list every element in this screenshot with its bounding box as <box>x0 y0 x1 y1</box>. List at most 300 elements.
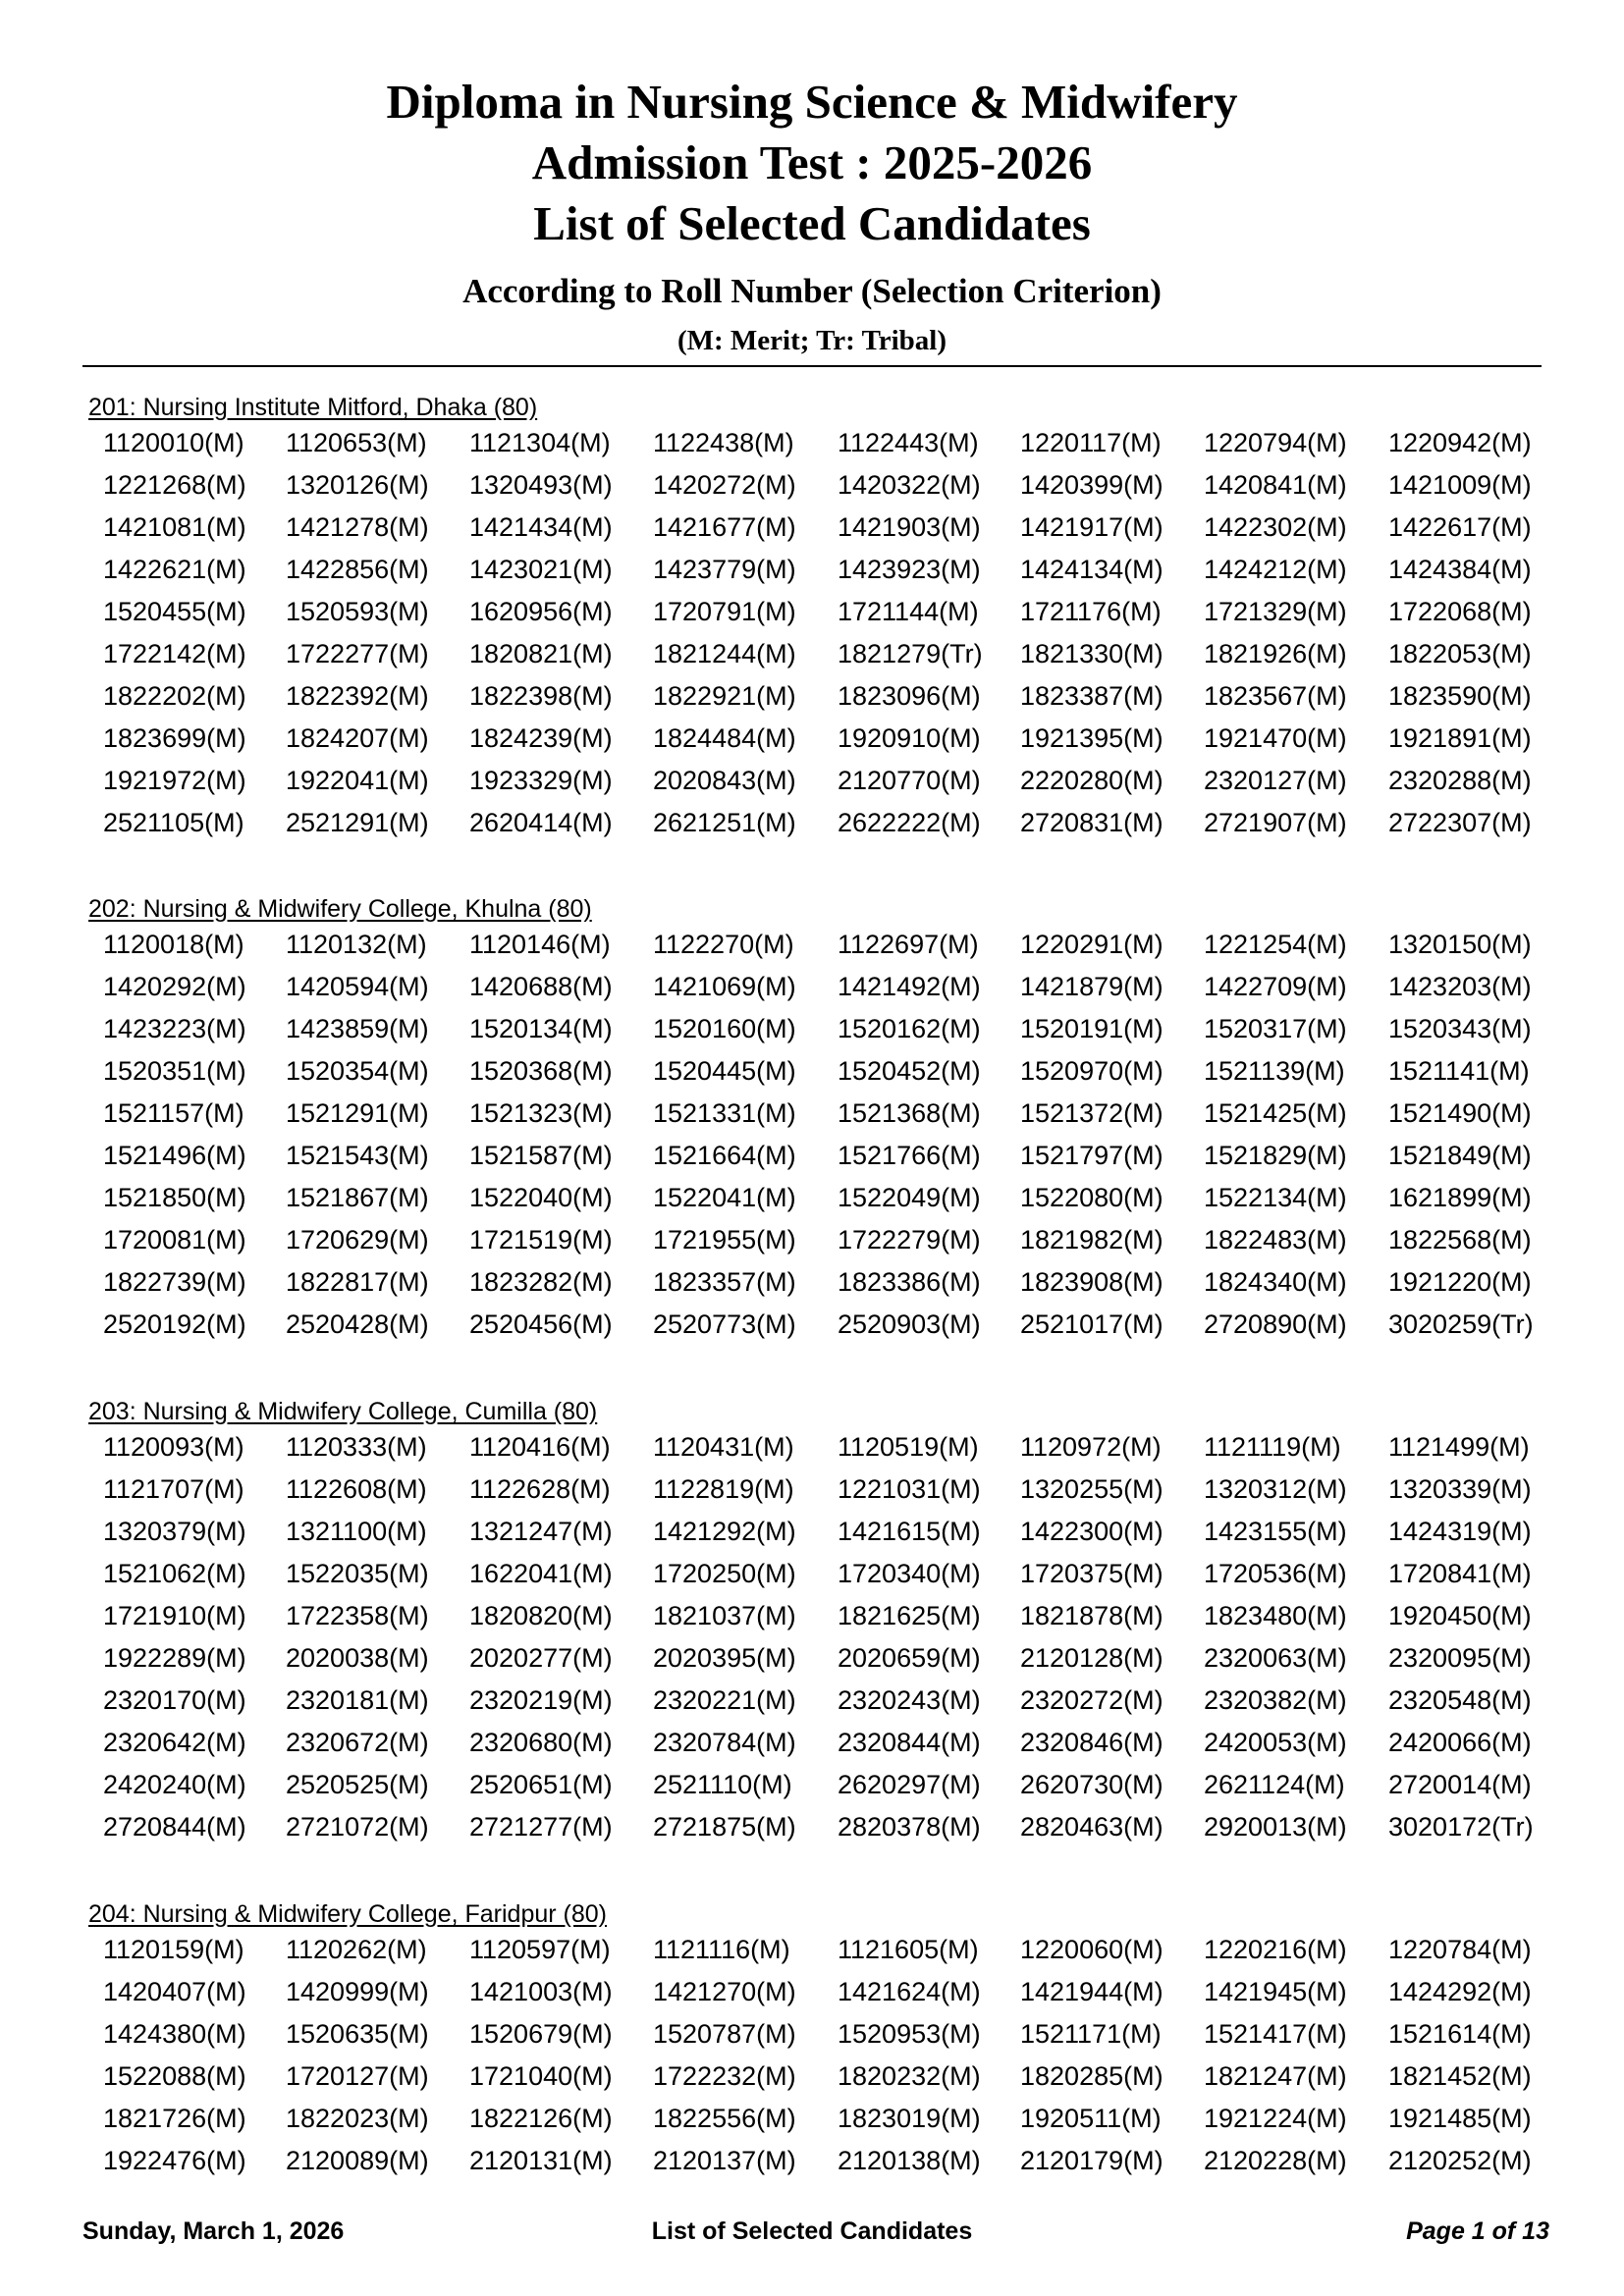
roll-number: 1822126(M) <box>469 2104 613 2133</box>
roll-number: 1521417(M) <box>1204 2019 1347 2049</box>
roll-number: 1421917(M) <box>1020 512 1164 542</box>
roll-number: 3020172(Tr) <box>1388 1812 1534 1842</box>
roll-number: 1122697(M) <box>838 930 979 959</box>
roll-number: 1122438(M) <box>653 428 794 457</box>
roll-number: 1420594(M) <box>286 972 429 1001</box>
roll-number: 1320312(M) <box>1204 1474 1347 1504</box>
roll-number: 1820232(M) <box>838 2061 981 2091</box>
roll-row <box>88 507 1542 549</box>
roll-number: 1122443(M) <box>838 428 979 457</box>
roll-number: 1421677(M) <box>653 512 796 542</box>
roll-number: 1422709(M) <box>1204 972 1347 1001</box>
roll-number: 1521331(M) <box>653 1098 796 1128</box>
roll-number: 1921220(M) <box>1388 1267 1532 1297</box>
roll-number: 1521157(M) <box>103 1098 244 1128</box>
roll-number: 2320784(M) <box>653 1728 796 1757</box>
roll-number: 1520970(M) <box>1020 1056 1164 1086</box>
roll-number: 1521614(M) <box>1388 2019 1532 2049</box>
roll-number: 1720127(M) <box>286 2061 429 2091</box>
roll-number: 2920013(M) <box>1204 1812 1347 1842</box>
roll-number: 1522080(M) <box>1020 1183 1164 1212</box>
roll-number: 1120972(M) <box>1020 1432 1162 1462</box>
roll-number: 2320095(M) <box>1388 1643 1532 1673</box>
roll-number: 2520651(M) <box>469 1770 613 1799</box>
roll-number: 1122270(M) <box>653 930 794 959</box>
roll-number: 1422300(M) <box>1020 1517 1164 1546</box>
roll-number: 2320844(M) <box>838 1728 981 1757</box>
roll-number: 1422856(M) <box>286 555 429 584</box>
roll-number: 2521110(M) <box>653 1770 792 1799</box>
subtitle: According to Roll Number (Selection Criterion) <box>462 272 1162 310</box>
roll-number: 1423203(M) <box>1388 972 1532 1001</box>
roll-number: 1120010(M) <box>103 428 244 457</box>
roll-number: 1521587(M) <box>469 1141 613 1170</box>
roll-number: 1821452(M) <box>1388 2061 1532 2091</box>
roll-number: 1721329(M) <box>1204 597 1347 626</box>
roll-number: 1122628(M) <box>469 1474 611 1504</box>
roll-number: 1921470(M) <box>1204 723 1347 753</box>
roll-row <box>88 966 1542 1008</box>
roll-row <box>88 1637 1542 1680</box>
roll-number: 1720536(M) <box>1204 1559 1347 1588</box>
roll-number: 1821878(M) <box>1020 1601 1164 1630</box>
roll-row <box>88 1680 1542 1722</box>
roll-number: 2520428(M) <box>286 1309 429 1339</box>
roll-number: 1424212(M) <box>1204 555 1347 584</box>
roll-number: 1420322(M) <box>838 470 981 500</box>
title-line-3: List of Selected Candidates <box>533 196 1091 250</box>
roll-number: 1521850(M) <box>103 1183 246 1212</box>
roll-number: 1120333(M) <box>286 1432 427 1462</box>
roll-number: 2520456(M) <box>469 1309 613 1339</box>
roll-number: 1823282(M) <box>469 1267 613 1297</box>
roll-number: 1120146(M) <box>469 930 611 959</box>
roll-row <box>88 1219 1542 1261</box>
roll-number: 1823357(M) <box>653 1267 796 1297</box>
roll-number: 1722279(M) <box>838 1225 981 1255</box>
roll-number: 1424134(M) <box>1020 555 1164 584</box>
roll-number: 2320243(M) <box>838 1685 981 1715</box>
roll-number: 1822202(M) <box>103 681 246 711</box>
roll-number: 1820820(M) <box>469 1601 613 1630</box>
roll-number: 1921224(M) <box>1204 2104 1347 2133</box>
roll-number: 2020659(M) <box>838 1643 981 1673</box>
roll-number: 1721910(M) <box>103 1601 246 1630</box>
roll-number: 2120089(M) <box>286 2146 429 2175</box>
roll-number: 1421003(M) <box>469 1977 613 2006</box>
footer-page-number: Page 1 of 13 <box>1406 2217 1549 2245</box>
roll-number: 1220060(M) <box>1020 1935 1164 1964</box>
roll-row <box>88 1135 1542 1177</box>
roll-row <box>88 1304 1542 1346</box>
roll-number: 1521829(M) <box>1204 1141 1347 1170</box>
roll-number: 1423155(M) <box>1204 1517 1347 1546</box>
roll-number: 2521017(M) <box>1020 1309 1164 1339</box>
roll-number: 2320288(M) <box>1388 766 1532 795</box>
roll-number: 1921485(M) <box>1388 2104 1532 2133</box>
roll-number: 2721072(M) <box>286 1812 429 1842</box>
roll-row <box>88 1177 1542 1219</box>
roll-number: 1622041(M) <box>469 1559 613 1588</box>
roll-number: 1823699(M) <box>103 723 246 753</box>
roll-number: 1823387(M) <box>1020 681 1164 711</box>
roll-number: 2120128(M) <box>1020 1643 1164 1673</box>
title-line-1: Diploma in Nursing Science & Midwifery <box>386 75 1238 129</box>
roll-number: 2720890(M) <box>1204 1309 1347 1339</box>
roll-number: 1521664(M) <box>653 1141 796 1170</box>
roll-number: 1424319(M) <box>1388 1517 1532 1546</box>
roll-row <box>88 2013 1542 2056</box>
roll-number: 1422617(M) <box>1388 512 1532 542</box>
roll-number: 1822556(M) <box>653 2104 796 2133</box>
roll-row <box>88 464 1542 507</box>
roll-number: 2420053(M) <box>1204 1728 1347 1757</box>
roll-row <box>88 422 1542 464</box>
roll-row <box>88 924 1542 966</box>
roll-number: 1521490(M) <box>1388 1098 1532 1128</box>
roll-number: 1520354(M) <box>286 1056 429 1086</box>
roll-number: 1720791(M) <box>653 597 796 626</box>
roll-row <box>88 591 1542 633</box>
roll-number: 1820285(M) <box>1020 2061 1164 2091</box>
roll-number: 2320272(M) <box>1020 1685 1164 1715</box>
roll-number: 1421069(M) <box>653 972 796 1001</box>
roll-number: 1521323(M) <box>469 1098 613 1128</box>
roll-number: 2220280(M) <box>1020 766 1164 795</box>
roll-number: 1822053(M) <box>1388 639 1532 668</box>
roll-number: 1522041(M) <box>653 1183 796 1212</box>
roll-number: 1720250(M) <box>653 1559 796 1588</box>
roll-number: 2520525(M) <box>286 1770 429 1799</box>
roll-row <box>88 1426 1542 1468</box>
roll-number: 1823480(M) <box>1204 1601 1347 1630</box>
roll-number: 1320150(M) <box>1388 930 1532 959</box>
roll-number: 2120179(M) <box>1020 2146 1164 2175</box>
roll-number: 1721040(M) <box>469 2061 613 2091</box>
roll-number: 1421903(M) <box>838 512 981 542</box>
roll-number: 2622222(M) <box>838 808 981 837</box>
roll-number: 1321100(M) <box>286 1517 427 1546</box>
roll-number: 2020277(M) <box>469 1643 613 1673</box>
roll-number: 2721875(M) <box>653 1812 796 1842</box>
roll-number: 1421945(M) <box>1204 1977 1347 2006</box>
roll-number: 1923329(M) <box>469 766 613 795</box>
roll-number: 2320548(M) <box>1388 1685 1532 1715</box>
roll-number: 1520191(M) <box>1020 1014 1164 1043</box>
roll-number: 2320642(M) <box>103 1728 246 1757</box>
roll-number: 1720629(M) <box>286 1225 429 1255</box>
roll-number: 1821330(M) <box>1020 639 1164 668</box>
roll-number: 1521141(M) <box>1388 1056 1530 1086</box>
roll-number: 1520368(M) <box>469 1056 613 1086</box>
roll-number: 1421292(M) <box>653 1517 796 1546</box>
roll-number: 1521766(M) <box>838 1141 981 1170</box>
roll-number: 2020038(M) <box>286 1643 429 1673</box>
roll-number: 1822392(M) <box>286 681 429 711</box>
roll-number: 2320181(M) <box>286 1685 429 1715</box>
roll-number: 1821037(M) <box>653 1601 796 1630</box>
roll-number: 1421081(M) <box>103 512 246 542</box>
roll-number: 1424384(M) <box>1388 555 1532 584</box>
roll-number: 1823590(M) <box>1388 681 1532 711</box>
roll-number: 1420407(M) <box>103 1977 246 2006</box>
roll-number: 2722307(M) <box>1388 808 1532 837</box>
roll-number: 1824484(M) <box>653 723 796 753</box>
roll-number: 2320672(M) <box>286 1728 429 1757</box>
roll-number: 1422621(M) <box>103 555 246 584</box>
roll-number: 1421278(M) <box>286 512 429 542</box>
roll-row <box>88 1511 1542 1553</box>
roll-number: 1824340(M) <box>1204 1267 1347 1297</box>
roll-row <box>88 1929 1542 1971</box>
roll-number: 2320221(M) <box>653 1685 796 1715</box>
roll-number: 1522035(M) <box>286 1559 429 1588</box>
roll-number: 1821926(M) <box>1204 639 1347 668</box>
college-section <box>88 1397 1542 1848</box>
college-heading: 203: Nursing & Midwifery College, Cumilla (80) <box>88 1398 598 1425</box>
roll-number: 1822921(M) <box>653 681 796 711</box>
roll-number: 2621251(M) <box>653 808 796 837</box>
roll-number: 2521291(M) <box>286 808 429 837</box>
roll-number: 1721176(M) <box>1020 597 1162 626</box>
roll-number: 1920450(M) <box>1388 1601 1532 1630</box>
roll-number: 1620956(M) <box>469 597 613 626</box>
roll-number: 1423923(M) <box>838 555 981 584</box>
roll-row <box>88 1050 1542 1093</box>
roll-number: 1922041(M) <box>286 766 429 795</box>
roll-row <box>88 1722 1542 1764</box>
roll-number: 1921891(M) <box>1388 723 1532 753</box>
roll-number: 1822398(M) <box>469 681 613 711</box>
roll-number: 2621124(M) <box>1204 1770 1345 1799</box>
roll-row <box>88 2140 1542 2182</box>
roll-number: 2320170(M) <box>103 1685 246 1715</box>
roll-number: 1121304(M) <box>469 428 611 457</box>
roll-number: 1221268(M) <box>103 470 246 500</box>
roll-number: 1121605(M) <box>838 1935 979 1964</box>
roll-number: 1720841(M) <box>1388 1559 1532 1588</box>
roll-number: 1120018(M) <box>103 930 244 959</box>
roll-number: 1720340(M) <box>838 1559 981 1588</box>
roll-number: 2721277(M) <box>469 1812 613 1842</box>
roll-number: 1722277(M) <box>286 639 429 668</box>
roll-number: 1421615(M) <box>838 1517 981 1546</box>
roll-number: 2120138(M) <box>838 2146 981 2175</box>
roll-number: 1520953(M) <box>838 2019 981 2049</box>
roll-number: 1521849(M) <box>1388 1141 1532 1170</box>
roll-number: 2420066(M) <box>1388 1728 1532 1757</box>
roll-number: 1520343(M) <box>1388 1014 1532 1043</box>
roll-number: 1220794(M) <box>1204 428 1347 457</box>
roll-number: 1822483(M) <box>1204 1225 1347 1255</box>
roll-number: 1521171(M) <box>1020 2019 1162 2049</box>
roll-number: 2820463(M) <box>1020 1812 1164 1842</box>
roll-number: 1420292(M) <box>103 972 246 1001</box>
roll-number: 1121499(M) <box>1388 1432 1530 1462</box>
roll-number: 1823386(M) <box>838 1267 981 1297</box>
roll-number: 1721519(M) <box>469 1225 613 1255</box>
roll-number: 2520192(M) <box>103 1309 246 1339</box>
roll-row <box>88 1971 1542 2013</box>
roll-number: 1420399(M) <box>1020 470 1164 500</box>
roll-number: 1520635(M) <box>286 2019 429 2049</box>
roll-row <box>88 1468 1542 1511</box>
roll-number: 1521797(M) <box>1020 1141 1164 1170</box>
roll-number: 1520351(M) <box>103 1056 246 1086</box>
roll-number: 2721907(M) <box>1204 808 1347 837</box>
college-section <box>88 894 1542 1346</box>
roll-number: 1821726(M) <box>103 2104 246 2133</box>
roll-number: 1421009(M) <box>1388 470 1532 500</box>
roll-number: 1122819(M) <box>653 1474 794 1504</box>
roll-number: 1521139(M) <box>1204 1056 1345 1086</box>
roll-number: 2120770(M) <box>838 766 981 795</box>
roll-number: 1520452(M) <box>838 1056 981 1086</box>
roll-number: 1722142(M) <box>103 639 246 668</box>
roll-number: 1823908(M) <box>1020 1267 1164 1297</box>
roll-number: 1220291(M) <box>1020 930 1164 959</box>
roll-row <box>88 633 1542 675</box>
roll-number: 1121116(M) <box>653 1935 790 1964</box>
roll-number: 1520134(M) <box>469 1014 613 1043</box>
roll-number: 1421270(M) <box>653 1977 796 2006</box>
roll-number: 1824207(M) <box>286 723 429 753</box>
roll-row <box>88 1008 1542 1050</box>
roll-number: 2120228(M) <box>1204 2146 1347 2175</box>
roll-number: 1521291(M) <box>286 1098 429 1128</box>
roll-number: 1320339(M) <box>1388 1474 1532 1504</box>
roll-number: 1423223(M) <box>103 1014 246 1043</box>
roll-number: 1721144(M) <box>838 597 979 626</box>
header-divider <box>82 365 1542 367</box>
roll-number: 2420240(M) <box>103 1770 246 1799</box>
roll-number: 1721955(M) <box>653 1225 796 1255</box>
roll-number: 1120093(M) <box>103 1432 244 1462</box>
roll-number: 1122608(M) <box>286 1474 427 1504</box>
roll-number: 2020843(M) <box>653 766 796 795</box>
roll-number: 1120159(M) <box>103 1935 244 1964</box>
roll-row <box>88 2056 1542 2098</box>
roll-number: 1921972(M) <box>103 766 246 795</box>
roll-number: 1820821(M) <box>469 639 613 668</box>
footer-title: List of Selected Candidates <box>651 2217 973 2245</box>
roll-number: 1321247(M) <box>469 1517 613 1546</box>
title-line-2: Admission Test : 2025-2026 <box>531 135 1093 189</box>
roll-number: 1822739(M) <box>103 1267 246 1297</box>
roll-number: 2320680(M) <box>469 1728 613 1757</box>
roll-number: 1520162(M) <box>838 1014 981 1043</box>
roll-number: 2520773(M) <box>653 1309 796 1339</box>
roll-number: 1421434(M) <box>469 512 613 542</box>
roll-number: 1422302(M) <box>1204 512 1347 542</box>
roll-number: 1821982(M) <box>1020 1225 1164 1255</box>
college-heading: 202: Nursing & Midwifery College, Khulna (80) <box>88 895 592 923</box>
roll-number: 2120137(M) <box>653 2146 796 2175</box>
roll-number: 1220216(M) <box>1204 1935 1347 1964</box>
roll-number: 1120431(M) <box>653 1432 794 1462</box>
roll-number: 1121707(M) <box>103 1474 244 1504</box>
roll-number: 2720014(M) <box>1388 1770 1532 1799</box>
roll-number: 2620730(M) <box>1020 1770 1164 1799</box>
roll-number: 1920910(M) <box>838 723 981 753</box>
roll-number: 1120597(M) <box>469 1935 611 1964</box>
roll-row <box>88 1764 1542 1806</box>
roll-number: 1521368(M) <box>838 1098 981 1128</box>
roll-number: 1220942(M) <box>1388 428 1532 457</box>
roll-row <box>88 1093 1542 1135</box>
roll-number: 2520903(M) <box>838 1309 981 1339</box>
roll-number: 1220117(M) <box>1020 428 1162 457</box>
roll-number: 1922289(M) <box>103 1643 246 1673</box>
roll-number: 1423859(M) <box>286 1014 429 1043</box>
roll-number: 1521867(M) <box>286 1183 429 1212</box>
roll-number: 2720844(M) <box>103 1812 246 1842</box>
roll-number: 1823096(M) <box>838 681 981 711</box>
roll-number: 2620414(M) <box>469 808 613 837</box>
roll-number: 2120131(M) <box>469 2146 613 2175</box>
roll-number: 1320126(M) <box>286 470 429 500</box>
roll-number: 1521062(M) <box>103 1559 246 1588</box>
roll-number: 1722068(M) <box>1388 597 1532 626</box>
roll-number: 1720375(M) <box>1020 1559 1164 1588</box>
roll-number: 1621899(M) <box>1388 1183 1532 1212</box>
roll-number: 1320379(M) <box>103 1517 246 1546</box>
roll-number: 1822568(M) <box>1388 1225 1532 1255</box>
college-heading: 201: Nursing Institute Mitford, Dhaka (80) <box>88 394 538 421</box>
roll-number: 1823567(M) <box>1204 681 1347 711</box>
roll-number: 1221031(M) <box>838 1474 981 1504</box>
roll-number: 1520593(M) <box>286 597 429 626</box>
roll-number: 3020259(Tr) <box>1388 1309 1534 1339</box>
legend: (M: Merit; Tr: Tribal) <box>677 325 947 356</box>
roll-number: 2320382(M) <box>1204 1685 1347 1715</box>
roll-row <box>88 802 1542 844</box>
roll-number: 2820378(M) <box>838 1812 981 1842</box>
roll-number: 1420688(M) <box>469 972 613 1001</box>
roll-number: 1821247(M) <box>1204 2061 1347 2091</box>
roll-row <box>88 549 1542 591</box>
roll-number: 1822023(M) <box>286 2104 429 2133</box>
roll-number: 1120262(M) <box>286 1935 427 1964</box>
roll-number: 1520455(M) <box>103 597 246 626</box>
roll-number: 2320127(M) <box>1204 766 1347 795</box>
roll-number: 1520317(M) <box>1204 1014 1347 1043</box>
roll-number: 1521496(M) <box>103 1141 246 1170</box>
roll-number: 1120519(M) <box>838 1432 979 1462</box>
roll-number: 2320063(M) <box>1204 1643 1347 1673</box>
roll-number: 1120132(M) <box>286 930 427 959</box>
roll-number: 1821279(Tr) <box>838 639 983 668</box>
roll-number: 1522049(M) <box>838 1183 981 1212</box>
college-heading: 204: Nursing & Midwifery College, Faridpur (80) <box>88 1900 607 1928</box>
roll-number: 1121119(M) <box>1204 1432 1341 1462</box>
roll-number: 1522134(M) <box>1204 1183 1347 1212</box>
roll-number: 1424380(M) <box>103 2019 246 2049</box>
roll-number: 1920511(M) <box>1020 2104 1162 2133</box>
roll-number: 1521543(M) <box>286 1141 429 1170</box>
roll-number: 1421624(M) <box>838 1977 981 2006</box>
roll-row <box>88 1553 1542 1595</box>
roll-number: 1822817(M) <box>286 1267 429 1297</box>
roll-number: 1921395(M) <box>1020 723 1164 753</box>
roll-number: 2521105(M) <box>103 808 244 837</box>
roll-number: 1423779(M) <box>653 555 796 584</box>
roll-number: 1421492(M) <box>838 972 981 1001</box>
roll-number: 1220784(M) <box>1388 1935 1532 1964</box>
roll-number: 2020395(M) <box>653 1643 796 1673</box>
roll-row <box>88 1595 1542 1637</box>
roll-row <box>88 1261 1542 1304</box>
